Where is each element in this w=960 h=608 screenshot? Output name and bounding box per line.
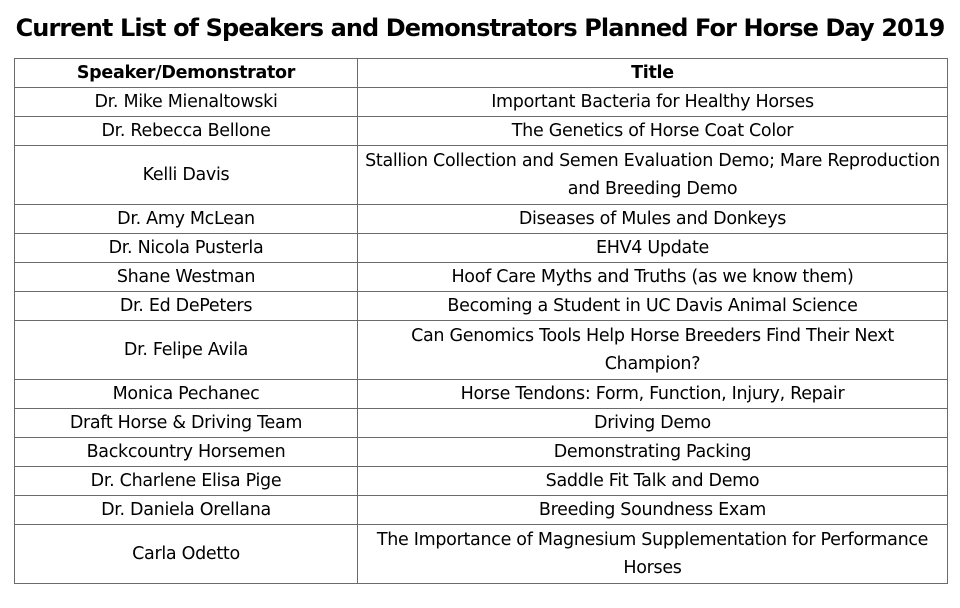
speaker-cell: Dr. Rebecca Bellone [15, 117, 358, 146]
speaker-cell: Dr. Nicola Pusterla [15, 234, 358, 263]
table-row [15, 496, 948, 525]
speaker-cell: Carla Odetto [15, 525, 358, 584]
title-cell: Becoming a Student in UC Davis Animal Science [358, 292, 948, 321]
title-cell: Driving Demo [358, 409, 948, 438]
speaker-cell: Dr. Ed DePeters [15, 292, 358, 321]
table-header-row [15, 59, 948, 88]
title-cell: Hoof Care Myths and Truths (as we know them) [358, 263, 948, 292]
title-cell: Horse Tendons: Form, Function, Injury, Repair [358, 380, 948, 409]
table-row [15, 292, 948, 321]
column-header-title: Title [358, 59, 948, 88]
speaker-cell: Dr. Charlene Elisa Pige [15, 467, 358, 496]
table-row [15, 88, 948, 117]
speaker-cell: Kelli Davis [15, 146, 358, 205]
page-title: Current List of Speakers and Demonstrators Planned For Horse Day 2019 [15, 14, 945, 42]
table-row [15, 117, 948, 146]
table-row [15, 263, 948, 292]
title-cell: Important Bacteria for Healthy Horses [358, 88, 948, 117]
speaker-cell: Dr. Daniela Orellana [15, 496, 358, 525]
title-cell: Breeding Soundness Exam [358, 496, 948, 525]
speaker-cell: Draft Horse & Driving Team [15, 409, 358, 438]
table-row [15, 380, 948, 409]
title-cell: Stallion Collection and Semen Evaluation Demo; Mare Reproduction and Breeding Demo [358, 146, 948, 205]
speaker-cell: Dr. Mike Mienaltowski [15, 88, 358, 117]
table-row [15, 525, 948, 584]
title-cell: Diseases of Mules and Donkeys [358, 205, 948, 234]
table-row [15, 467, 948, 496]
column-header-speaker: Speaker/Demonstrator [15, 59, 358, 88]
speaker-cell: Dr. Amy McLean [15, 205, 358, 234]
title-cell: The Genetics of Horse Coat Color [358, 117, 948, 146]
table-row [15, 146, 948, 205]
table-row [15, 205, 948, 234]
title-cell: The Importance of Magnesium Supplementation for Performance Horses [358, 525, 948, 584]
speaker-cell: Backcountry Horsemen [15, 438, 358, 467]
title-cell: Saddle Fit Talk and Demo [358, 467, 948, 496]
title-cell: Demonstrating Packing [358, 438, 948, 467]
title-cell: Can Genomics Tools Help Horse Breeders Find Their Next Champion? [358, 321, 948, 380]
table-row [15, 409, 948, 438]
speaker-cell: Monica Pechanec [15, 380, 358, 409]
speaker-cell: Shane Westman [15, 263, 358, 292]
speakers-table [14, 58, 948, 584]
speaker-cell: Dr. Felipe Avila [15, 321, 358, 380]
title-cell: EHV4 Update [358, 234, 948, 263]
table-row [15, 234, 948, 263]
table-row [15, 321, 948, 380]
table-row [15, 438, 948, 467]
